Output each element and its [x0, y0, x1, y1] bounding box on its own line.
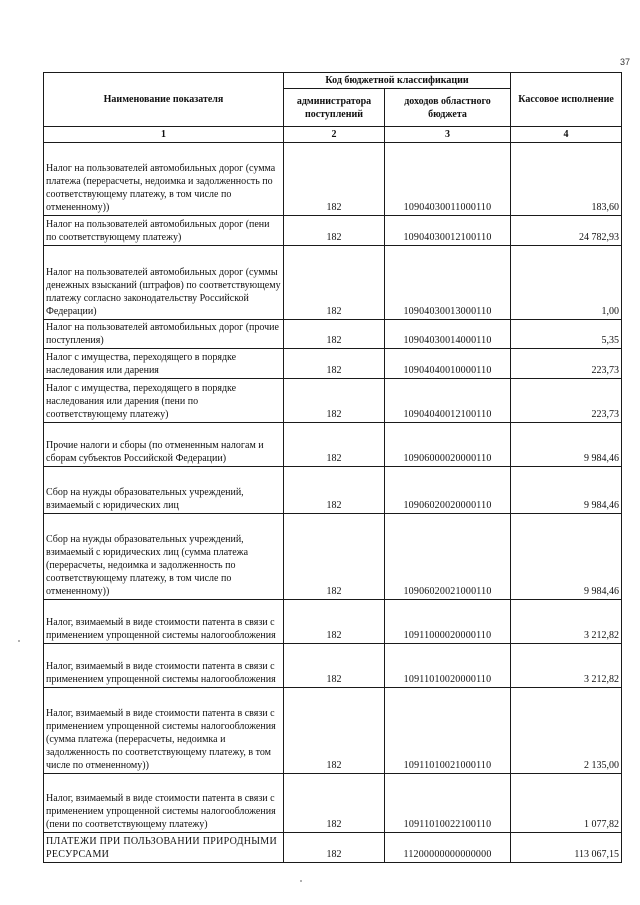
row-name: Сбор на нужды образовательных учреждений, взимаемый с юридических лиц — [44, 467, 284, 514]
table-header — [44, 73, 622, 143]
table-row — [44, 379, 622, 423]
header-budget-code: Код бюджетной классификации — [284, 73, 511, 89]
table-row — [44, 143, 622, 216]
row-amount: 1 077,82 — [511, 774, 622, 833]
row-code: 10911010022100110 — [385, 774, 511, 833]
row-name: Прочие налоги и сборы (по отмененным налогам и сборам субъектов Российской Федерации) — [44, 423, 284, 467]
row-name: Налог на пользователей автомобильных дорог (пени по соответствующему платежу) — [44, 216, 284, 246]
row-name: Налог на пользователей автомобильных дорог (прочие поступления) — [44, 320, 284, 349]
row-name: Налог с имущества, переходящего в порядке наследования или дарения — [44, 349, 284, 379]
table-row — [44, 467, 622, 514]
row-amount: 223,73 — [511, 379, 622, 423]
row-admin: 182 — [284, 467, 385, 514]
row-code: 10906020021000110 — [385, 514, 511, 600]
scan-speck — [18, 640, 20, 642]
table-row — [44, 688, 622, 774]
row-admin: 182 — [284, 349, 385, 379]
row-name: Налог, взимаемый в виде стоимости патента в связи с применением упрощенной системы налогообложения — [44, 644, 284, 688]
table-row — [44, 774, 622, 833]
row-admin: 182 — [284, 774, 385, 833]
row-amount: 3 212,82 — [511, 644, 622, 688]
row-name: ПЛАТЕЖИ ПРИ ПОЛЬЗОВАНИИ ПРИРОДНЫМИ РЕСУРСАМИ — [44, 833, 284, 863]
row-name: Налог на пользователей автомобильных дорог (суммы денежных взысканий (штрафов) по соответствующему платежу согласно законодательству Российской Федерации) — [44, 246, 284, 320]
header-administrator: администратора поступлений — [284, 89, 385, 127]
budget-table — [43, 72, 622, 863]
row-name: Налог, взимаемый в виде стоимости патента в связи с применением упрощенной системы налогообложения (пени по соответствующему платежу) — [44, 774, 284, 833]
table-row — [44, 833, 622, 863]
header-cash: Кассовое исполнение — [511, 73, 622, 127]
row-name: Налог с имущества, переходящего в порядке наследования или дарения (пени по соответствующему платежу) — [44, 379, 284, 423]
header-revenue: доходов областного бюджета — [385, 89, 511, 127]
row-admin: 182 — [284, 379, 385, 423]
table-row — [44, 216, 622, 246]
row-admin: 182 — [284, 143, 385, 216]
row-name: Сбор на нужды образовательных учреждений, взимаемый с юридических лиц (сумма платежа (перерасчеты, недоимка и задолженность по соответствующему платежу, в том числе по отмененному)) — [44, 514, 284, 600]
row-code: 10904030013000110 — [385, 246, 511, 320]
row-code: 10904030014000110 — [385, 320, 511, 349]
row-code: 11200000000000000 — [385, 833, 511, 863]
row-amount: 9 984,46 — [511, 467, 622, 514]
row-name: Налог, взимаемый в виде стоимости патента в связи с применением упрощенной системы налогообложения (сумма платежа (перерасчеты, недоимка и задолженность по соответствующему платежу, в том числе по отмененному)) — [44, 688, 284, 774]
col-number-3: 3 — [385, 127, 511, 143]
row-amount: 183,60 — [511, 143, 622, 216]
row-amount: 113 067,15 — [511, 833, 622, 863]
row-code: 10911010021000110 — [385, 688, 511, 774]
row-admin: 182 — [284, 514, 385, 600]
row-admin: 182 — [284, 688, 385, 774]
col-number-2: 2 — [284, 127, 385, 143]
row-admin: 182 — [284, 644, 385, 688]
col-number-1: 1 — [44, 127, 284, 143]
row-amount: 3 212,82 — [511, 600, 622, 644]
table-row — [44, 423, 622, 467]
row-code: 10904030012100110 — [385, 216, 511, 246]
row-amount: 9 984,46 — [511, 423, 622, 467]
row-name: Налог на пользователей автомобильных дорог (сумма платежа (перерасчеты, недоимка и задолженность по соответствующему платежу, в том числе по отмененному)) — [44, 143, 284, 216]
table-row — [44, 349, 622, 379]
table-row — [44, 320, 622, 349]
row-code: 10904030011000110 — [385, 143, 511, 216]
table-row — [44, 246, 622, 320]
row-code: 10904040012100110 — [385, 379, 511, 423]
scan-speck — [300, 880, 302, 882]
page-number: 37 — [619, 57, 630, 67]
row-admin: 182 — [284, 320, 385, 349]
row-code: 10904040010000110 — [385, 349, 511, 379]
row-code: 10906020020000110 — [385, 467, 511, 514]
table-body — [44, 143, 622, 863]
row-admin: 182 — [284, 600, 385, 644]
row-code: 10906000020000110 — [385, 423, 511, 467]
row-admin: 182 — [284, 833, 385, 863]
row-code: 10911010020000110 — [385, 644, 511, 688]
row-amount: 2 135,00 — [511, 688, 622, 774]
row-name: Налог, взимаемый в виде стоимости патента в связи с применением упрощенной системы налогообложения — [44, 600, 284, 644]
row-amount: 223,73 — [511, 349, 622, 379]
row-amount: 9 984,46 — [511, 514, 622, 600]
table-row — [44, 644, 622, 688]
row-amount: 5,35 — [511, 320, 622, 349]
table-row — [44, 514, 622, 600]
row-amount: 1,00 — [511, 246, 622, 320]
row-code: 10911000020000110 — [385, 600, 511, 644]
table-row — [44, 600, 622, 644]
header-name: Наименование показателя — [44, 73, 284, 127]
row-amount: 24 782,93 — [511, 216, 622, 246]
row-admin: 182 — [284, 423, 385, 467]
col-number-4: 4 — [511, 127, 622, 143]
row-admin: 182 — [284, 246, 385, 320]
row-admin: 182 — [284, 216, 385, 246]
